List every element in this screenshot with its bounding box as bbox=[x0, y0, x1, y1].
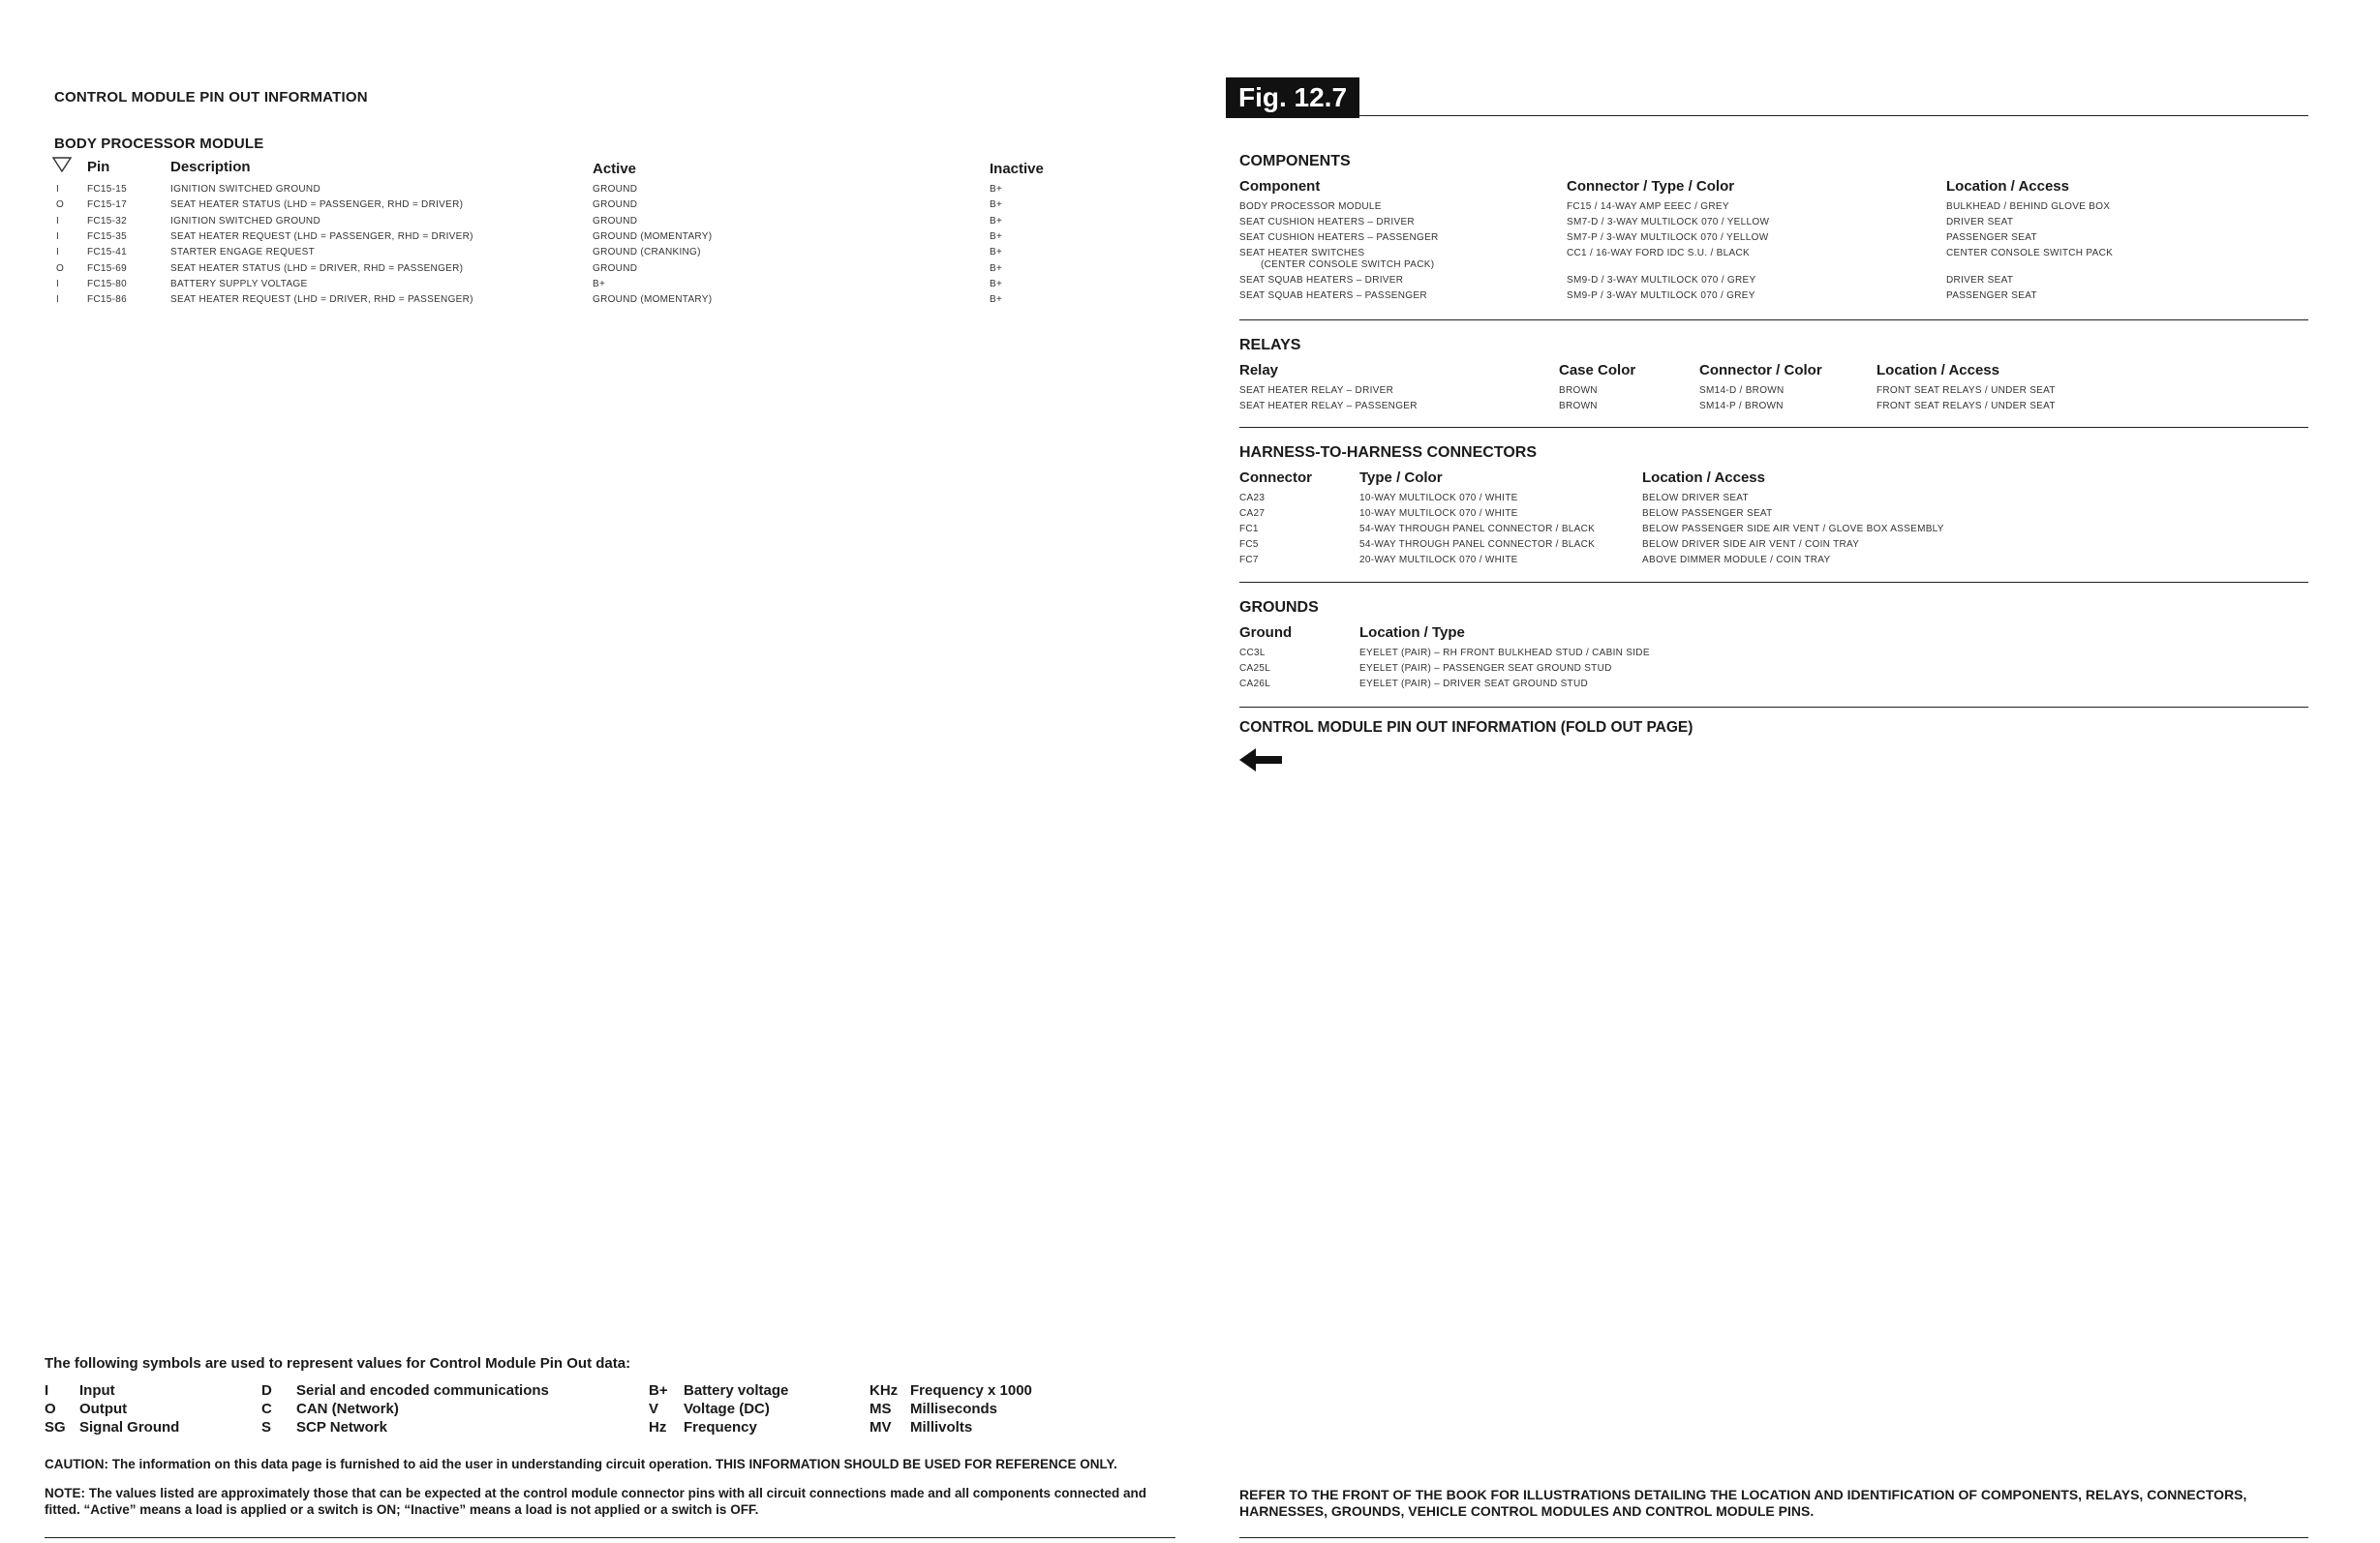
cell-c2: 54-WAY THROUGH PANEL CONNECTOR / BLACK bbox=[1359, 539, 1596, 550]
col-active: Active bbox=[593, 161, 637, 177]
relays-header-c1: Relay bbox=[1239, 362, 1279, 378]
table-row bbox=[0, 493, 2380, 508]
symbol-label: Millivolts bbox=[910, 1419, 973, 1436]
symbols-intro: The following symbols are used to represent values for Control Module Pin Out data: bbox=[45, 1355, 631, 1372]
table-row bbox=[0, 524, 2380, 539]
cell-c3: BELOW PASSENGER SEAT bbox=[1642, 508, 1773, 519]
cell-desc: IGNITION SWITCHED GROUND bbox=[170, 215, 320, 227]
cell-c2: EYELET (PAIR) – DRIVER SEAT GROUND STUD bbox=[1359, 679, 1589, 689]
symbol-label: CAN (Network) bbox=[296, 1401, 399, 1417]
harness-title: HARNESS-TO-HARNESS CONNECTORS bbox=[1239, 444, 1537, 461]
table-row bbox=[0, 184, 1162, 199]
symbol-label: Input bbox=[79, 1382, 115, 1399]
cell-c1: SEAT HEATER RELAY – PASSENGER bbox=[1239, 401, 1418, 411]
grounds-title: GROUNDS bbox=[1239, 599, 1319, 616]
cell-inactive: B+ bbox=[990, 230, 1003, 242]
cell-active: GROUND bbox=[593, 199, 638, 211]
cell-c4: FRONT SEAT RELAYS / UNDER SEAT bbox=[1877, 401, 2056, 411]
symbol-label: Frequency x 1000 bbox=[910, 1382, 1032, 1399]
table-row bbox=[0, 679, 2380, 694]
cell-c1: CA23 bbox=[1239, 493, 1266, 503]
cell-pin: FC15-86 bbox=[87, 294, 128, 306]
cell-c2: EYELET (PAIR) – PASSENGER SEAT GROUND STUD bbox=[1359, 663, 1612, 674]
divider bbox=[1239, 582, 2308, 583]
cell-c2: SM7-P / 3-WAY MULTILOCK 070 / YELLOW bbox=[1567, 232, 1769, 243]
cell-inactive: B+ bbox=[990, 184, 1003, 195]
cell-c1b: (CENTER CONSOLE SWITCH PACK) bbox=[1261, 259, 1435, 270]
relays-header-c4: Location / Access bbox=[1877, 362, 1999, 378]
cell-inactive: B+ bbox=[990, 278, 1003, 289]
symbol-label: SCP Network bbox=[296, 1419, 387, 1436]
cell-io: I bbox=[56, 230, 60, 242]
cell-c3: SM14-D / BROWN bbox=[1699, 385, 1785, 396]
cell-c1: FC7 bbox=[1239, 555, 1259, 565]
symbol-label: Signal Ground bbox=[79, 1419, 180, 1436]
symbol-label: Frequency bbox=[684, 1419, 757, 1436]
components-header-c2: Connector / Type / Color bbox=[1567, 178, 1735, 195]
cell-c1: SEAT SQUAB HEATERS – PASSENGER bbox=[1239, 290, 1427, 301]
divider bbox=[1239, 427, 2308, 428]
table-row bbox=[0, 539, 2380, 555]
cell-desc: SEAT HEATER REQUEST (LHD = DRIVER, RHD = PASSENGER) bbox=[170, 294, 473, 306]
figure-label: Fig. 12.7 bbox=[1226, 77, 1359, 118]
table-row bbox=[0, 648, 2380, 663]
cell-inactive: B+ bbox=[990, 294, 1003, 306]
cell-c1: CC3L bbox=[1239, 648, 1266, 658]
table-row bbox=[0, 508, 2380, 524]
cell-active: GROUND (MOMENTARY) bbox=[593, 230, 713, 242]
cell-c3: BELOW DRIVER SIDE AIR VENT / COIN TRAY bbox=[1642, 539, 1860, 550]
note-text: NOTE: The values listed are approximately those that can be expected at the control module connector pins with all circuit connections made and all components connected and fitted. “Active” means a load is applied or a switch is ON; “Inactive” means a load is not applied or a switch is OFF. bbox=[45, 1486, 1146, 1517]
components-header-c1: Component bbox=[1239, 178, 1321, 195]
refer-text: REFER TO THE FRONT OF THE BOOK FOR ILLUSTRATIONS DETAILING THE LOCATION AND IDENTIFICATION OF COMPONENTS, RELAYS, CONNECTORS, HARNESSES, GROUNDS, VEHICLE CONTROL MODULES AND CONTROL MODULE PINS. bbox=[1239, 1487, 2247, 1519]
symbol-code: B+ bbox=[649, 1382, 668, 1399]
relays-header-c2: Case Color bbox=[1559, 362, 1636, 378]
symbol-code: MV bbox=[870, 1419, 892, 1436]
table-row bbox=[0, 232, 2380, 248]
foldout-title: CONTROL MODULE PIN OUT INFORMATION (FOLD OUT PAGE) bbox=[1239, 719, 1693, 736]
cell-io: I bbox=[56, 294, 60, 306]
symbol-code: Hz bbox=[649, 1419, 667, 1436]
cell-c1: CA25L bbox=[1239, 663, 1271, 674]
cell-io: O bbox=[56, 262, 65, 274]
cell-pin: FC15-80 bbox=[87, 278, 128, 289]
cell-io: I bbox=[56, 184, 60, 195]
cell-c2: SM9-D / 3-WAY MULTILOCK 070 / GREY bbox=[1567, 275, 1756, 286]
cell-desc: SEAT HEATER REQUEST (LHD = PASSENGER, RHD = DRIVER) bbox=[170, 230, 473, 242]
cell-c3: PASSENGER SEAT bbox=[1946, 290, 2037, 301]
cell-inactive: B+ bbox=[990, 262, 1003, 274]
symbol-label: Serial and encoded communications bbox=[296, 1382, 549, 1399]
table-row bbox=[0, 275, 2380, 290]
cell-c1: BODY PROCESSOR MODULE bbox=[1239, 201, 1382, 212]
cell-c3: BELOW PASSENGER SIDE AIR VENT / GLOVE BOX ASSEMBLY bbox=[1642, 524, 1944, 534]
cell-c3: BELOW DRIVER SEAT bbox=[1642, 493, 1749, 503]
symbol-code: C bbox=[261, 1401, 272, 1417]
grounds-header-c2: Location / Type bbox=[1359, 624, 1465, 641]
harness-header-c1: Connector bbox=[1239, 469, 1312, 486]
cell-pin: FC15-69 bbox=[87, 262, 128, 274]
symbol-code: V bbox=[649, 1401, 659, 1417]
cell-io: I bbox=[56, 215, 60, 227]
cell-c2: 10-WAY MULTILOCK 070 / WHITE bbox=[1359, 508, 1518, 519]
cell-c2: 10-WAY MULTILOCK 070 / WHITE bbox=[1359, 493, 1518, 503]
cell-c3: SM14-P / BROWN bbox=[1699, 401, 1784, 411]
cell-pin: FC15-32 bbox=[87, 215, 128, 227]
cell-c1: FC5 bbox=[1239, 539, 1259, 550]
cell-c2: SM9-P / 3-WAY MULTILOCK 070 / GREY bbox=[1567, 290, 1755, 301]
cell-c2: 20-WAY MULTILOCK 070 / WHITE bbox=[1359, 555, 1518, 565]
cell-io: I bbox=[56, 278, 60, 289]
cell-active: GROUND bbox=[593, 215, 638, 227]
components-header-c3: Location / Access bbox=[1946, 178, 2069, 195]
symbol-label: Battery voltage bbox=[684, 1382, 789, 1399]
col-description: Description bbox=[170, 159, 251, 175]
table-row bbox=[0, 217, 2380, 232]
table-row bbox=[0, 401, 2380, 416]
cell-c3: DRIVER SEAT bbox=[1946, 217, 2014, 227]
cell-io: I bbox=[56, 247, 60, 258]
divider bbox=[1239, 1537, 2308, 1538]
cell-active: B+ bbox=[593, 278, 606, 289]
cell-c1: SEAT CUSHION HEATERS – PASSENGER bbox=[1239, 232, 1439, 243]
arrow-left-icon bbox=[1239, 745, 1286, 774]
components-title: COMPONENTS bbox=[1239, 153, 1351, 169]
harness-header-c2: Type / Color bbox=[1359, 469, 1443, 486]
symbol-code: SG bbox=[45, 1419, 66, 1436]
col-pin: Pin bbox=[87, 159, 110, 175]
cell-inactive: B+ bbox=[990, 199, 1003, 211]
cell-desc: BATTERY SUPPLY VOLTAGE bbox=[170, 278, 308, 289]
table-row bbox=[0, 663, 2380, 679]
cell-c1: FC1 bbox=[1239, 524, 1259, 534]
cell-c4: FRONT SEAT RELAYS / UNDER SEAT bbox=[1877, 385, 2056, 396]
cell-desc: IGNITION SWITCHED GROUND bbox=[170, 184, 320, 195]
cell-c2: SM7-D / 3-WAY MULTILOCK 070 / YELLOW bbox=[1567, 217, 1770, 227]
cell-pin: FC15-15 bbox=[87, 184, 128, 195]
cell-c1: CA27 bbox=[1239, 508, 1266, 519]
symbol-label: Voltage (DC) bbox=[684, 1401, 770, 1417]
cell-c2: EYELET (PAIR) – RH FRONT BULKHEAD STUD / CABIN SIDE bbox=[1359, 648, 1650, 658]
triangle-icon bbox=[52, 157, 72, 172]
divider bbox=[45, 1537, 1175, 1538]
harness-header-c3: Location / Access bbox=[1642, 469, 1765, 486]
cell-c1: SEAT HEATER SWITCHES bbox=[1239, 248, 1365, 258]
col-inactive: Inactive bbox=[990, 161, 1044, 177]
cell-io: O bbox=[56, 199, 65, 211]
divider bbox=[1359, 115, 2308, 116]
cell-pin: FC15-41 bbox=[87, 247, 128, 258]
cell-active: GROUND bbox=[593, 184, 638, 195]
symbol-code: KHz bbox=[870, 1382, 899, 1399]
cell-pin: FC15-35 bbox=[87, 230, 128, 242]
symbol-code: O bbox=[45, 1401, 56, 1417]
divider bbox=[1239, 319, 2308, 320]
symbol-code: I bbox=[45, 1382, 49, 1399]
relays-header-c3: Connector / Color bbox=[1699, 362, 1822, 378]
page-title: CONTROL MODULE PIN OUT INFORMATION bbox=[54, 89, 368, 106]
cell-c1: SEAT SQUAB HEATERS – DRIVER bbox=[1239, 275, 1404, 286]
module-title: BODY PROCESSOR MODULE bbox=[54, 136, 264, 152]
symbol-code: MS bbox=[870, 1401, 892, 1417]
symbol-label: Output bbox=[79, 1401, 128, 1417]
cell-active: GROUND (MOMENTARY) bbox=[593, 294, 713, 306]
grounds-header-c1: Ground bbox=[1239, 624, 1293, 641]
cell-inactive: B+ bbox=[990, 247, 1003, 258]
cell-desc: SEAT HEATER STATUS (LHD = DRIVER, RHD = PASSENGER) bbox=[170, 262, 464, 274]
divider bbox=[1239, 707, 2308, 708]
cell-desc: SEAT HEATER STATUS (LHD = PASSENGER, RHD = DRIVER) bbox=[170, 199, 464, 211]
cell-c3: PASSENGER SEAT bbox=[1946, 232, 2037, 243]
symbol-label: Milliseconds bbox=[910, 1401, 998, 1417]
table-row bbox=[0, 385, 2380, 401]
cell-inactive: B+ bbox=[990, 215, 1003, 227]
cell-c3: BULKHEAD / BEHIND GLOVE BOX bbox=[1946, 201, 2111, 212]
cell-c2: BROWN bbox=[1559, 385, 1598, 396]
cell-c3: CENTER CONSOLE SWITCH PACK bbox=[1946, 248, 2114, 258]
relays-title: RELAYS bbox=[1239, 337, 1301, 353]
symbol-code: S bbox=[261, 1419, 272, 1436]
cell-c2: 54-WAY THROUGH PANEL CONNECTOR / BLACK bbox=[1359, 524, 1596, 534]
table-row bbox=[0, 290, 2380, 306]
cell-active: GROUND (CRANKING) bbox=[593, 247, 701, 258]
cell-c2: FC15 / 14-WAY AMP EEEC / GREY bbox=[1567, 201, 1729, 212]
cell-c3: DRIVER SEAT bbox=[1946, 275, 2014, 286]
cell-c2: BROWN bbox=[1559, 401, 1598, 411]
cell-active: GROUND bbox=[593, 262, 638, 274]
cell-c1: CA26L bbox=[1239, 679, 1271, 689]
cell-c2: CC1 / 16-WAY FORD IDC S.U. / BLACK bbox=[1567, 248, 1750, 258]
cell-c3: ABOVE DIMMER MODULE / COIN TRAY bbox=[1642, 555, 1831, 565]
cell-c1: SEAT HEATER RELAY – DRIVER bbox=[1239, 385, 1394, 396]
caution-text: CAUTION: The information on this data page is furnished to aid the user in understanding circuit operation. THIS INFORMATION SHOULD BE USED FOR REFERENCE ONLY. bbox=[45, 1457, 1117, 1471]
cell-pin: FC15-17 bbox=[87, 199, 128, 211]
cell-desc: STARTER ENGAGE REQUEST bbox=[170, 247, 316, 258]
cell-c1: SEAT CUSHION HEATERS – DRIVER bbox=[1239, 217, 1415, 227]
symbol-code: D bbox=[261, 1382, 272, 1399]
table-row bbox=[0, 555, 2380, 570]
table-row bbox=[0, 201, 2380, 217]
